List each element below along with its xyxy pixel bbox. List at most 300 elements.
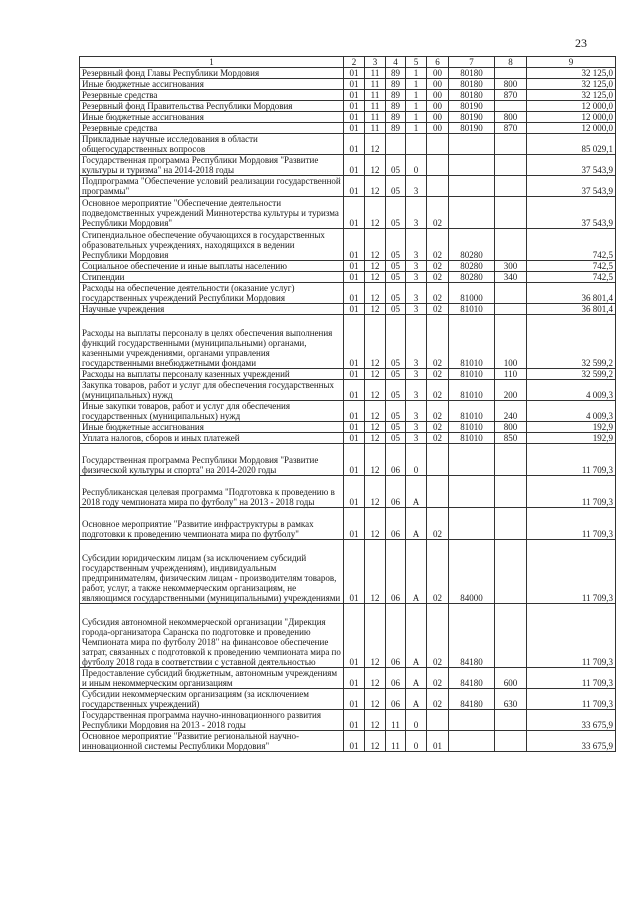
row-amount: 742,5 bbox=[527, 272, 616, 283]
row-code-4: 05 bbox=[386, 304, 406, 315]
table-row bbox=[80, 444, 616, 476]
row-name: Государственная программа научно-инновационного развития Республики Мордовия на 2013 - 2018 годы bbox=[80, 710, 344, 731]
row-code-8 bbox=[495, 604, 527, 668]
row-code-5: А bbox=[406, 476, 427, 508]
row-amount: 4 009,3 bbox=[527, 380, 616, 401]
row-code-2: 01 bbox=[344, 422, 365, 433]
header-row bbox=[80, 57, 616, 68]
row-code-7: 81010 bbox=[449, 304, 495, 315]
row-amount: 12 000,0 bbox=[527, 101, 616, 112]
row-code-4: 05 bbox=[386, 283, 406, 304]
row-code-7: 81010 bbox=[449, 433, 495, 444]
row-code-3: 12 bbox=[365, 668, 386, 689]
row-code-3: 11 bbox=[365, 79, 386, 90]
row-code-2: 01 bbox=[344, 134, 365, 155]
row-code-4: 06 bbox=[386, 604, 406, 668]
row-code-6 bbox=[427, 476, 449, 508]
row-code-5: 3 bbox=[406, 283, 427, 304]
row-code-2: 01 bbox=[344, 710, 365, 731]
row-code-6: 02 bbox=[427, 315, 449, 369]
row-code-7 bbox=[449, 710, 495, 731]
row-code-5: А bbox=[406, 508, 427, 540]
row-code-6 bbox=[427, 134, 449, 155]
row-code-7: 80180 bbox=[449, 79, 495, 90]
row-code-2: 01 bbox=[344, 668, 365, 689]
row-name: Социальное обеспечение и иные выплаты населению bbox=[80, 261, 344, 272]
row-code-2: 01 bbox=[344, 272, 365, 283]
row-code-7 bbox=[449, 731, 495, 752]
row-code-2: 01 bbox=[344, 380, 365, 401]
table-body bbox=[80, 57, 616, 752]
row-code-6: 02 bbox=[427, 304, 449, 315]
row-code-2: 01 bbox=[344, 304, 365, 315]
row-code-6: 02 bbox=[427, 433, 449, 444]
row-amount: 37 543,9 bbox=[527, 176, 616, 197]
row-code-2: 01 bbox=[344, 123, 365, 134]
row-code-3: 11 bbox=[365, 101, 386, 112]
row-code-2: 01 bbox=[344, 689, 365, 710]
row-name: Подпрограмма "Обеспечение условий реализации государственной программы" bbox=[80, 176, 344, 197]
row-code-8 bbox=[495, 710, 527, 731]
row-code-6 bbox=[427, 710, 449, 731]
row-code-2: 01 bbox=[344, 433, 365, 444]
row-code-5: 1 bbox=[406, 123, 427, 134]
row-name: Республиканская целевая программа "Подготовка к проведению в 2018 году чемпионата мира по футболу" на 2013 - 2018 годы bbox=[80, 476, 344, 508]
table-row bbox=[80, 272, 616, 283]
row-code-8 bbox=[495, 540, 527, 604]
row-code-4: 05 bbox=[386, 369, 406, 380]
row-code-6 bbox=[427, 176, 449, 197]
row-code-7: 84180 bbox=[449, 668, 495, 689]
table-row bbox=[80, 401, 616, 422]
row-code-6: 00 bbox=[427, 90, 449, 101]
row-code-3: 12 bbox=[365, 540, 386, 604]
row-code-5 bbox=[406, 134, 427, 155]
row-code-5: 3 bbox=[406, 422, 427, 433]
row-code-8: 800 bbox=[495, 422, 527, 433]
row-code-8: 200 bbox=[495, 380, 527, 401]
row-code-6: 02 bbox=[427, 540, 449, 604]
row-code-7 bbox=[449, 197, 495, 229]
table-row bbox=[80, 261, 616, 272]
row-amount: 32 599,2 bbox=[527, 315, 616, 369]
table-row bbox=[80, 112, 616, 123]
row-amount: 11 709,3 bbox=[527, 668, 616, 689]
row-code-5: А bbox=[406, 540, 427, 604]
row-code-5: 3 bbox=[406, 261, 427, 272]
row-code-4: 89 bbox=[386, 101, 406, 112]
row-amount: 36 801,4 bbox=[527, 304, 616, 315]
row-code-5: А bbox=[406, 668, 427, 689]
row-amount: 192,9 bbox=[527, 422, 616, 433]
row-amount: 32 599,2 bbox=[527, 369, 616, 380]
row-code-5: А bbox=[406, 604, 427, 668]
table-row bbox=[80, 710, 616, 731]
row-amount: 742,5 bbox=[527, 261, 616, 272]
row-code-7 bbox=[449, 508, 495, 540]
row-code-7: 80280 bbox=[449, 229, 495, 261]
row-code-7 bbox=[449, 444, 495, 476]
row-code-7: 80280 bbox=[449, 272, 495, 283]
row-code-8 bbox=[495, 476, 527, 508]
row-code-8 bbox=[495, 176, 527, 197]
row-code-8: 800 bbox=[495, 79, 527, 90]
row-code-7: 81010 bbox=[449, 380, 495, 401]
row-name: Расходы на обеспечение деятельности (оказание услуг) государственных учреждений Республики Мордовия bbox=[80, 283, 344, 304]
row-name: Резервный фонд Главы Республики Мордовия bbox=[80, 68, 344, 79]
row-amount: 32 125,0 bbox=[527, 90, 616, 101]
row-code-7 bbox=[449, 155, 495, 176]
row-code-4: 05 bbox=[386, 433, 406, 444]
row-name: Расходы на выплаты персоналу казенных учреждений bbox=[80, 369, 344, 380]
table-row bbox=[80, 689, 616, 710]
row-code-6: 02 bbox=[427, 229, 449, 261]
row-code-6: 02 bbox=[427, 197, 449, 229]
row-code-5: 1 bbox=[406, 101, 427, 112]
row-amount: 11 709,3 bbox=[527, 540, 616, 604]
row-code-3: 12 bbox=[365, 229, 386, 261]
row-code-8: 630 bbox=[495, 689, 527, 710]
row-code-7: 84180 bbox=[449, 689, 495, 710]
row-code-5: 3 bbox=[406, 272, 427, 283]
row-code-6: 02 bbox=[427, 261, 449, 272]
table-row bbox=[80, 283, 616, 304]
row-code-3: 12 bbox=[365, 304, 386, 315]
column-header: 7 bbox=[449, 57, 495, 68]
row-code-3: 12 bbox=[365, 272, 386, 283]
table-row bbox=[80, 101, 616, 112]
row-name: Субсидия автономной некоммерческой организации "Дирекция города-организатора Саранска по подготовке и проведению Чемпионата мира по футболу 2018" на финансовое обеспечение затрат, связанных с подготовкой к проведению чемпионата мира по футболу 2018 года в соответствии с уставной деятельностью bbox=[80, 604, 344, 668]
row-code-3: 12 bbox=[365, 433, 386, 444]
row-code-2: 01 bbox=[344, 68, 365, 79]
row-code-6 bbox=[427, 155, 449, 176]
row-amount: 12 000,0 bbox=[527, 112, 616, 123]
row-name: Научные учреждения bbox=[80, 304, 344, 315]
table-row bbox=[80, 176, 616, 197]
row-code-7: 80280 bbox=[449, 261, 495, 272]
table-row bbox=[80, 229, 616, 261]
row-code-2: 01 bbox=[344, 444, 365, 476]
row-code-5: 0 bbox=[406, 710, 427, 731]
row-code-5: 3 bbox=[406, 315, 427, 369]
column-header: 5 bbox=[406, 57, 427, 68]
row-code-3: 12 bbox=[365, 380, 386, 401]
table-row bbox=[80, 79, 616, 90]
row-code-8 bbox=[495, 68, 527, 79]
budget-table bbox=[79, 56, 616, 752]
row-code-6: 02 bbox=[427, 272, 449, 283]
row-code-6: 02 bbox=[427, 401, 449, 422]
row-code-3: 12 bbox=[365, 134, 386, 155]
row-code-3: 12 bbox=[365, 476, 386, 508]
row-code-2: 01 bbox=[344, 197, 365, 229]
table-row bbox=[80, 476, 616, 508]
row-code-3: 12 bbox=[365, 444, 386, 476]
row-amount: 11 709,3 bbox=[527, 476, 616, 508]
row-code-3: 11 bbox=[365, 123, 386, 134]
row-code-4: 05 bbox=[386, 197, 406, 229]
row-code-8 bbox=[495, 444, 527, 476]
row-code-4: 05 bbox=[386, 315, 406, 369]
row-code-5: 3 bbox=[406, 369, 427, 380]
row-code-8 bbox=[495, 283, 527, 304]
row-amount: 37 543,9 bbox=[527, 155, 616, 176]
row-name: Государственная программа Республики Мордовия "Развитие культуры и туризма" на 2014-2018 годы bbox=[80, 155, 344, 176]
table-row bbox=[80, 508, 616, 540]
row-code-2: 01 bbox=[344, 401, 365, 422]
row-code-4: 05 bbox=[386, 261, 406, 272]
row-code-3: 12 bbox=[365, 155, 386, 176]
row-code-8: 600 bbox=[495, 668, 527, 689]
row-code-4: 06 bbox=[386, 444, 406, 476]
row-code-2: 01 bbox=[344, 369, 365, 380]
row-amount: 11 709,3 bbox=[527, 689, 616, 710]
row-code-4 bbox=[386, 134, 406, 155]
row-amount: 32 125,0 bbox=[527, 79, 616, 90]
row-name: Иные бюджетные ассигнования bbox=[80, 422, 344, 433]
row-code-3: 12 bbox=[365, 731, 386, 752]
page-number: 23 bbox=[575, 36, 587, 50]
row-code-7: 80180 bbox=[449, 90, 495, 101]
row-code-3: 12 bbox=[365, 176, 386, 197]
row-code-4: 05 bbox=[386, 422, 406, 433]
row-code-7: 80190 bbox=[449, 101, 495, 112]
row-code-5: А bbox=[406, 689, 427, 710]
row-code-3: 12 bbox=[365, 508, 386, 540]
table-row bbox=[80, 369, 616, 380]
row-code-3: 12 bbox=[365, 369, 386, 380]
row-amount: 12 000,0 bbox=[527, 123, 616, 134]
row-code-4: 05 bbox=[386, 155, 406, 176]
row-code-2: 01 bbox=[344, 261, 365, 272]
row-code-2: 01 bbox=[344, 176, 365, 197]
row-code-5: 3 bbox=[406, 433, 427, 444]
row-amount: 33 675,9 bbox=[527, 731, 616, 752]
row-name: Основное мероприятие "Развитие региональной научно-инновационной системы Республики Мордовия" bbox=[80, 731, 344, 752]
row-code-6: 02 bbox=[427, 668, 449, 689]
row-amount: 192,9 bbox=[527, 433, 616, 444]
row-code-6: 00 bbox=[427, 112, 449, 123]
row-amount: 36 801,4 bbox=[527, 283, 616, 304]
row-code-7: 80190 bbox=[449, 112, 495, 123]
row-code-2: 01 bbox=[344, 315, 365, 369]
row-amount: 4 009,3 bbox=[527, 401, 616, 422]
row-code-5: 3 bbox=[406, 229, 427, 261]
row-code-8 bbox=[495, 197, 527, 229]
row-code-4: 06 bbox=[386, 668, 406, 689]
row-code-6: 00 bbox=[427, 101, 449, 112]
row-code-7: 81010 bbox=[449, 422, 495, 433]
row-code-4: 89 bbox=[386, 90, 406, 101]
row-code-3: 12 bbox=[365, 197, 386, 229]
row-code-3: 11 bbox=[365, 112, 386, 123]
row-code-3: 12 bbox=[365, 401, 386, 422]
row-name: Стипендии bbox=[80, 272, 344, 283]
row-code-3: 11 bbox=[365, 68, 386, 79]
row-name: Уплата налогов, сборов и иных платежей bbox=[80, 433, 344, 444]
table-row bbox=[80, 668, 616, 689]
row-code-2: 01 bbox=[344, 476, 365, 508]
row-code-4: 05 bbox=[386, 229, 406, 261]
row-amount: 32 125,0 bbox=[527, 68, 616, 79]
row-code-3: 12 bbox=[365, 315, 386, 369]
row-code-6: 02 bbox=[427, 604, 449, 668]
row-code-4: 06 bbox=[386, 540, 406, 604]
row-code-7: 80180 bbox=[449, 68, 495, 79]
row-name: Закупка товаров, работ и услуг для обеспечения государственных (муниципальных) нужд bbox=[80, 380, 344, 401]
row-code-7: 80190 bbox=[449, 123, 495, 134]
row-code-7: 84180 bbox=[449, 604, 495, 668]
row-code-5: 0 bbox=[406, 155, 427, 176]
row-amount: 11 709,3 bbox=[527, 444, 616, 476]
row-code-5: 3 bbox=[406, 304, 427, 315]
row-code-2: 01 bbox=[344, 604, 365, 668]
row-code-4: 05 bbox=[386, 401, 406, 422]
row-name: Стипендиальное обеспечение обучающихся в государственных образовательных учреждениях, находящихся в ведении Республики Мордовия bbox=[80, 229, 344, 261]
row-code-2: 01 bbox=[344, 101, 365, 112]
row-code-5: 0 bbox=[406, 444, 427, 476]
row-code-5: 3 bbox=[406, 197, 427, 229]
column-header: 3 bbox=[365, 57, 386, 68]
row-name: Государственная программа Республики Мордовия "Развитие физической культуры и спорта" на 2014-2020 годы bbox=[80, 444, 344, 476]
row-code-8: 870 bbox=[495, 90, 527, 101]
row-code-8: 340 bbox=[495, 272, 527, 283]
row-code-2: 01 bbox=[344, 155, 365, 176]
row-code-8: 110 bbox=[495, 369, 527, 380]
row-code-6: 02 bbox=[427, 380, 449, 401]
row-name: Расходы на выплаты персоналу в целях обеспечения выполнения функций государственными (муниципальными) органами, казенными учреждениями, органами управления государственными внебюджетными фондами bbox=[80, 315, 344, 369]
row-code-4: 06 bbox=[386, 689, 406, 710]
row-code-6: 02 bbox=[427, 422, 449, 433]
row-name: Основное мероприятие "Обеспечение деятельности подведомственных учреждений Миннотерства культуры и туризма Республики Мордовия" bbox=[80, 197, 344, 229]
table-row bbox=[80, 422, 616, 433]
column-header: 6 bbox=[427, 57, 449, 68]
row-amount: 37 543,9 bbox=[527, 197, 616, 229]
row-name: Прикладные научные исследования в области общегосударственных вопросов bbox=[80, 134, 344, 155]
row-code-2: 01 bbox=[344, 540, 365, 604]
row-code-2: 01 bbox=[344, 79, 365, 90]
row-code-2: 01 bbox=[344, 229, 365, 261]
row-code-3: 12 bbox=[365, 710, 386, 731]
row-name: Субсидии некоммерческим организациям (за исключением государственных учреждений) bbox=[80, 689, 344, 710]
row-code-4: 06 bbox=[386, 476, 406, 508]
row-code-7: 81010 bbox=[449, 401, 495, 422]
row-name: Иные бюджетные ассигнования bbox=[80, 79, 344, 90]
row-code-8: 850 bbox=[495, 433, 527, 444]
row-code-4: 06 bbox=[386, 508, 406, 540]
column-header: 9 bbox=[527, 57, 616, 68]
table-row bbox=[80, 433, 616, 444]
row-code-7 bbox=[449, 176, 495, 197]
table-row bbox=[80, 90, 616, 101]
row-code-6: 00 bbox=[427, 123, 449, 134]
row-amount: 33 675,9 bbox=[527, 710, 616, 731]
row-code-3: 12 bbox=[365, 604, 386, 668]
row-code-4: 05 bbox=[386, 176, 406, 197]
row-code-8 bbox=[495, 731, 527, 752]
row-code-4: 89 bbox=[386, 112, 406, 123]
row-code-6: 02 bbox=[427, 369, 449, 380]
row-code-5: 3 bbox=[406, 176, 427, 197]
row-code-8: 870 bbox=[495, 123, 527, 134]
row-code-5: 1 bbox=[406, 68, 427, 79]
column-header: 2 bbox=[344, 57, 365, 68]
row-code-3: 11 bbox=[365, 90, 386, 101]
row-code-6 bbox=[427, 444, 449, 476]
table-row bbox=[80, 304, 616, 315]
row-code-6: 02 bbox=[427, 689, 449, 710]
row-code-5: 1 bbox=[406, 90, 427, 101]
row-amount: 742,5 bbox=[527, 229, 616, 261]
row-code-4: 11 bbox=[386, 731, 406, 752]
row-code-6: 01 bbox=[427, 731, 449, 752]
table-row bbox=[80, 134, 616, 155]
row-code-4: 05 bbox=[386, 380, 406, 401]
row-code-6: 00 bbox=[427, 79, 449, 90]
row-code-8 bbox=[495, 155, 527, 176]
row-name: Резервный фонд Правительства Республики Мордовия bbox=[80, 101, 344, 112]
table-row bbox=[80, 155, 616, 176]
table-row bbox=[80, 540, 616, 604]
row-code-3: 12 bbox=[365, 689, 386, 710]
row-code-8 bbox=[495, 229, 527, 261]
row-code-3: 12 bbox=[365, 422, 386, 433]
row-name: Иные бюджетные ассигнования bbox=[80, 112, 344, 123]
row-name: Основное мероприятие "Развитие инфраструктуры в рамках подготовки к проведению чемпионата мира по футболу" bbox=[80, 508, 344, 540]
row-code-4: 89 bbox=[386, 123, 406, 134]
table-row bbox=[80, 197, 616, 229]
table-row bbox=[80, 123, 616, 134]
row-code-5: 3 bbox=[406, 380, 427, 401]
column-header: 8 bbox=[495, 57, 527, 68]
row-code-5: 3 bbox=[406, 401, 427, 422]
row-code-4: 89 bbox=[386, 68, 406, 79]
row-code-7: 84000 bbox=[449, 540, 495, 604]
row-code-8 bbox=[495, 101, 527, 112]
row-code-4: 05 bbox=[386, 272, 406, 283]
row-name: Субсидии юридическим лицам (за исключением субсидий государственным учреждениям), индивидуальным предпринимателям, физическим лицам - производителям товаров, работ, услуг, а также некоммерческим организациям, не являющимся государственными (муниципальными) учреждениями bbox=[80, 540, 344, 604]
row-code-3: 12 bbox=[365, 283, 386, 304]
table-row bbox=[80, 315, 616, 369]
row-code-5: 1 bbox=[406, 112, 427, 123]
row-code-6: 02 bbox=[427, 283, 449, 304]
row-amount: 85 029,1 bbox=[527, 134, 616, 155]
row-code-7 bbox=[449, 476, 495, 508]
table-row bbox=[80, 68, 616, 79]
table-row bbox=[80, 731, 616, 752]
row-code-7 bbox=[449, 134, 495, 155]
table-row bbox=[80, 380, 616, 401]
row-code-8: 300 bbox=[495, 261, 527, 272]
row-code-8: 800 bbox=[495, 112, 527, 123]
row-code-3: 12 bbox=[365, 261, 386, 272]
table-row bbox=[80, 604, 616, 668]
row-name: Иные закупки товаров, работ и услуг для обеспечения государственных (муниципальных) нужд bbox=[80, 401, 344, 422]
row-code-5: 1 bbox=[406, 79, 427, 90]
row-code-8 bbox=[495, 134, 527, 155]
row-code-2: 01 bbox=[344, 90, 365, 101]
row-code-5: 0 bbox=[406, 731, 427, 752]
row-name: Резервные средства bbox=[80, 123, 344, 134]
row-code-2: 01 bbox=[344, 112, 365, 123]
column-header: 4 bbox=[386, 57, 406, 68]
row-code-8: 100 bbox=[495, 315, 527, 369]
row-code-4: 11 bbox=[386, 710, 406, 731]
row-name: Резервные средства bbox=[80, 90, 344, 101]
row-code-2: 01 bbox=[344, 508, 365, 540]
row-code-7: 81000 bbox=[449, 283, 495, 304]
row-code-8 bbox=[495, 304, 527, 315]
